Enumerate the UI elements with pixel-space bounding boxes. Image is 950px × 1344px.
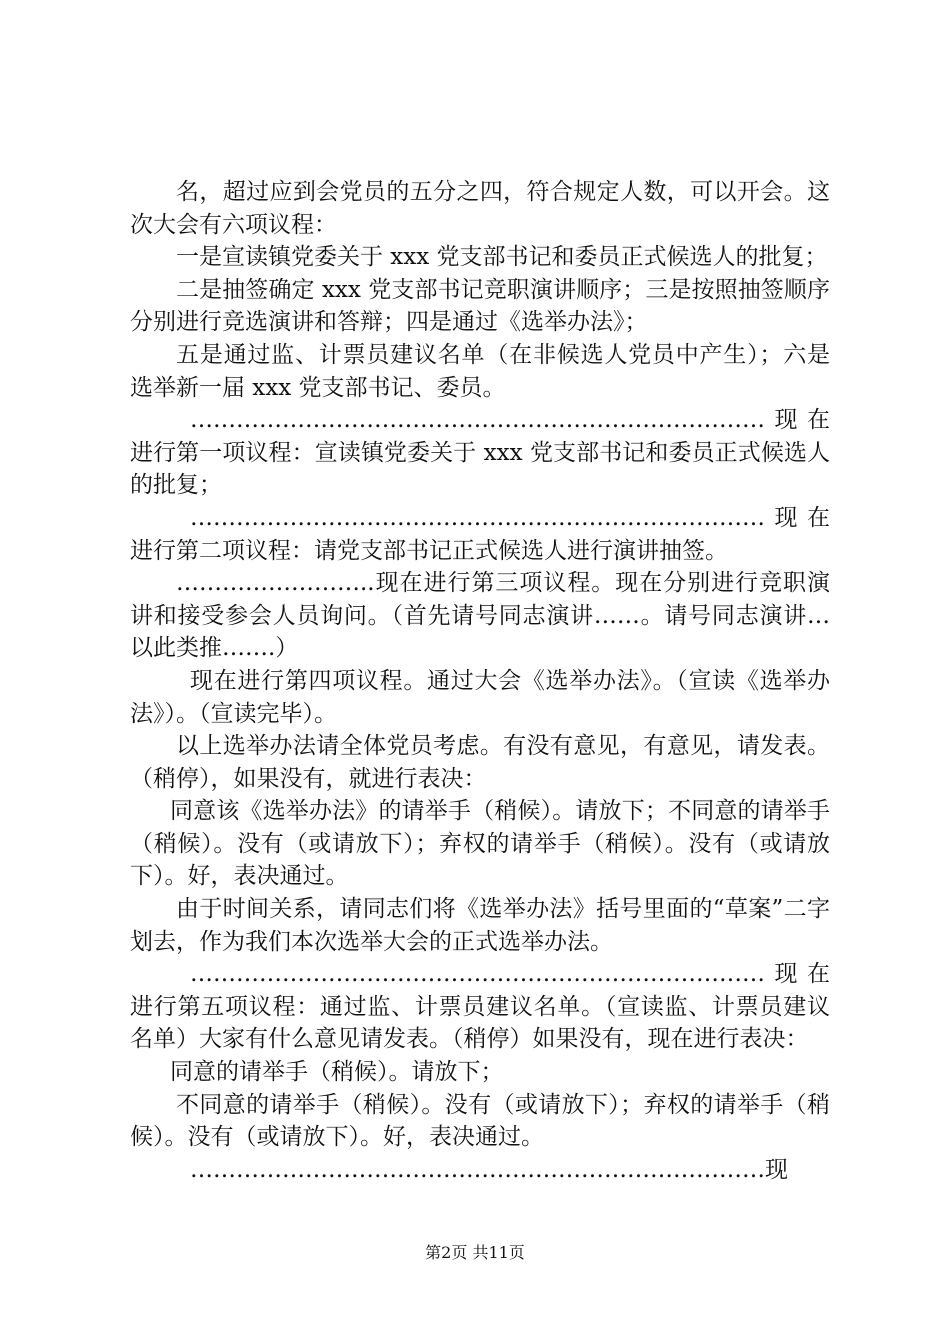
paragraph: 一是宣读镇党委关于 xxx 党支部书记和委员正式候选人的批复；: [176, 244, 828, 271]
paragraph: 由于时间关系，请同志们将《选举办法》括号里面的“草案”二字划去，作为我们本次选举大会的正式选举办法。: [130, 896, 830, 955]
paragraph: 以上选举办法请全体党员考虑。有没有意见，有意见，请发表。（稍停），如果没有，就进行表决：: [130, 733, 830, 792]
page-number-footer: 第2页 共11页: [425, 1243, 525, 1262]
paragraph: 不同意的请举手（稍候）。没有（或请放下）；弃权的请举手（稍候）。没有（或请放下）。好，表决通过。: [130, 1091, 830, 1151]
paragraph: 二是抽签确定 xxx 党支部书记竞职演讲顺序；三是按照抽签顺序分别进行竞选演讲和答辩；四是通过《选举办法》；: [130, 276, 830, 336]
paragraph: 同意该《选举办法》的请举手（稍候）。请放下；不同意的请举手（稍候）。没有（或请放下）；弃权的请举手（稍候）。没有（或请放下）。好，表决通过。: [130, 798, 830, 890]
paragraph: …………………………………………………………………现在进行第一项议程：宣读镇党委关于 xxx 党支部书记和委员正式候选人的批复；: [130, 407, 830, 499]
paragraph: 五是通过监、计票员建议名单（在非候选人党员中产生）；六是选举新一届 xxx 党支部书记、委员。: [130, 341, 830, 401]
paragraph: 名，超过应到会党员的五分之四，符合规定人数，可以开会。这次大会有六项议程：: [130, 179, 830, 238]
paragraph: …………………………………………………………………现在进行第五项议程：通过监、计票员建议名单。（宣读监、计票员建议名单）大家有什么意见请发表。（稍停）如果没有，现在进行表决：: [130, 961, 830, 1053]
document-body: [130, 176, 830, 1186]
paragraph: 现在进行第四项议程。通过大会《选举办法》。（宣读《选举办法》）。（宣读完毕）。: [130, 667, 830, 727]
paragraph: …………………………………………………………………现: [190, 1156, 788, 1183]
paragraph: …………………………………………………………………现在进行第二项议程：请党支部书记正式候选人进行演讲抽签。: [130, 504, 830, 564]
paragraph: ……………………..现在进行第三项议程。现在分别进行竞职演讲和接受参会人员询问。（首先请号同志演讲……。请号同志演讲…以此类推…….）: [130, 570, 830, 662]
paragraph: 同意的请举手（稍候）。请放下；: [170, 1059, 504, 1086]
